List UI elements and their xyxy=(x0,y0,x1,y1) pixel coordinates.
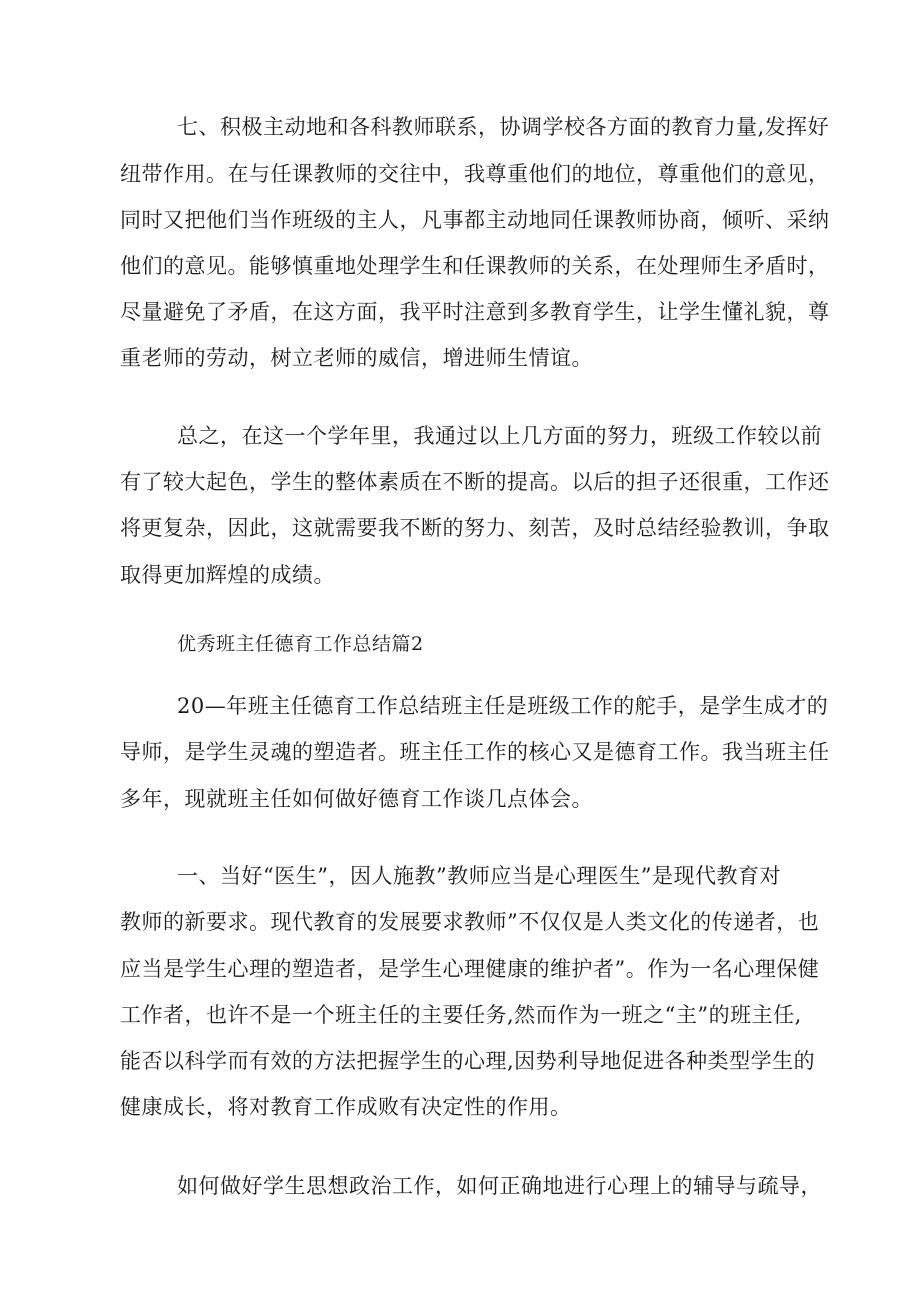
text-line: 多年，现就班主任如何做好德育工作谈几点体会。 xyxy=(120,787,593,811)
heading-text: 优秀班主任德育工作总结篇2 xyxy=(177,633,424,655)
text-line: 总之，在这一个学年里，我通过以上几方面的努力，班级工作较以前 xyxy=(177,424,822,448)
text-line: 纽带作用。在与任课教师的交往中，我尊重他们的地位，尊重他们的意见， xyxy=(120,162,830,186)
text-line: 有了较大起色，学生的整体素质在不断的提高。以后的担子还很重，工作还 xyxy=(120,470,830,494)
text-line: 同时又把他们当作班级的主人，凡事都主动地同任课教师协商，倾听、采纳 xyxy=(120,208,830,232)
text-line: 20—年班主任德育工作总结班主任是班级工作的舵手，是学生成才的 xyxy=(177,694,829,718)
text-line: 取得更加辉煌的成绩。 xyxy=(120,563,335,587)
text-line: 七、积极主动地和各科教师联系，协调学校各方面的教育力量,发挥好 xyxy=(177,115,830,139)
text-line: 工作者，也许不是一个班主任的主要任务,然而作为一班之“主”的班主任, xyxy=(120,1003,802,1027)
text-line: 尽量避免了矛盾，在这方面，我平时注意到多教育学生，让学生懂礼貌，尊 xyxy=(120,300,830,324)
text-line: 如何做好学生思想政治工作，如何正确地进行心理上的辅导与疏导， xyxy=(177,1174,822,1198)
text-line: 能否以科学而有效的方法把握学生的心理,因势利导地促进各种类型学生的 xyxy=(120,1049,816,1073)
text-line: 重老师的劳动，树立老师的威信，增进师生情谊。 xyxy=(120,346,593,370)
text-line: 应当是学生心理的塑造者，是学生心理健康的维护者”。作为一名心理保健 xyxy=(120,957,820,981)
text-line: 他们的意见。能够慎重地处理学生和任课教师的关系，在处理师生矛盾时， xyxy=(120,254,830,278)
text-line: 将更复杂，因此，这就需要我不断的努力、刻苦，及时总结经验教训，争取 xyxy=(120,516,830,540)
text-line: 教师的新要求。现代教育的发展要求教师”不仅仅是人类文化的传递者，也 xyxy=(120,910,820,934)
text-line: 一、当好“医生”，因人施教”教师应当是心理医生”是现代教育对 xyxy=(177,864,781,888)
text-line: 导师，是学生灵魂的塑造者。班主任工作的核心又是德育工作。我当班主任 xyxy=(120,740,830,764)
text-line: 健康成长，将对教育工作成败有决定性的作用。 xyxy=(120,1095,572,1119)
